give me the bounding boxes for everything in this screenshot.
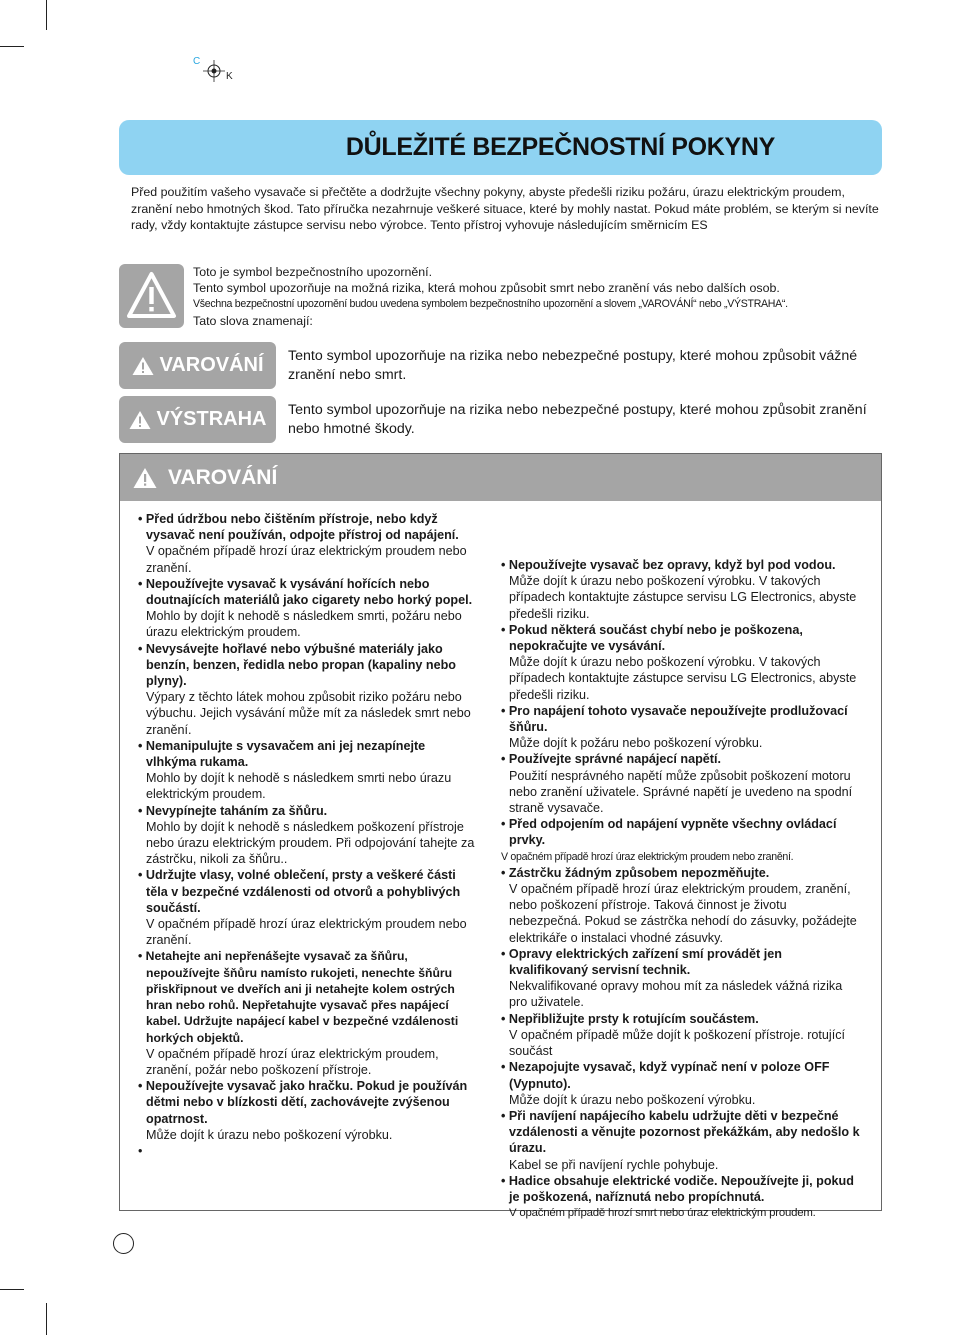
list-item — [138, 1078, 478, 1143]
crop-mark-top-left-vertical — [46, 0, 47, 30]
list-item — [138, 738, 478, 803]
list-item — [138, 1143, 478, 1159]
list-item — [501, 703, 861, 752]
item-heading: • Při navíjení napájecího kabelu udržujte děti v bezpečné vzdálenosti a věnujte pozornost překážkám, aby nedošlo k úrazu. — [501, 1108, 860, 1156]
item-heading: • Opravy elektrických zařízení smí provádět jen kvalifikovaný servisní technik. — [501, 946, 782, 978]
item-heading: • Nepoužívejte vysavač k vysávání hořících nebo doutnajících materiálů jako cigarety nebo horký popel. — [138, 576, 473, 608]
item-body: Kabel se při navíjení rychle pohybuje. — [509, 1157, 719, 1172]
item-heading: • Nepřibližujte prsty k rotujícím součástem. — [501, 1011, 759, 1026]
list-item — [501, 1108, 861, 1173]
list-item — [138, 511, 478, 576]
item-body: Výpary z těchto látek mohou způsobit riziko požáru nebo výbuchu. Jejich vysávání může mít za následek smrt nebo zranění. — [146, 690, 471, 737]
registration-letter-c: C — [193, 56, 201, 67]
intro-paragraph: Před použitím vašeho vysavače si přečtěte a dodržujte všechny pokyny, abyste předešli riziku požáru, úrazu elektrickým proudem, zranění nebo hmotných škod. Tato příručka nezahrnuje veškeré situace, které by mohly nastat. Pokud máte problém, se kterým si nevíte rady, vždy kontaktujte zástupce servisu nebo výrobce. Tento přístroj vyhovuje následujícím směrnicím ES — [131, 185, 879, 232]
warning-triangle-icon — [131, 355, 155, 377]
list-item — [501, 622, 861, 703]
crop-mark-top-left-horizontal — [0, 46, 24, 47]
item-heading: • Používejte správné napájecí napětí. — [501, 752, 721, 767]
page-number-circle — [113, 1233, 134, 1254]
item-heading: • Nezapojujte vysavač, když vypínač není v poloze OFF (Vypnuto). — [501, 1060, 830, 1091]
warning-column-right — [501, 557, 861, 1221]
warning-panel-header — [120, 454, 881, 501]
symbol-line-1: Toto je symbol bezpečnostního upozornění. — [193, 265, 433, 279]
item-body: Mohlo by dojít k nehodě s následkem poškození přístroje nebo úrazu elektrickým proudem. Při odpojování tahejte za zástrčku, nikoli za šňůru.. — [146, 819, 475, 867]
item-body: Může dojít k požáru nebo poškození výrobku. — [509, 736, 763, 751]
item-heading: • Před odpojením od napájení vypněte všechny ovládací prvky. — [501, 817, 837, 848]
item-heading: • Nepoužívejte vysavač bez opravy, když byl pod vodou. — [501, 558, 836, 572]
vystraha-description: Tento symbol upozorňuje na rizika nebo nebezpečné postupy, které mohou způsobit zranění nebo hmotné škody. — [288, 402, 867, 437]
warning-triangle-icon — [132, 466, 158, 490]
item-heading: • Udržujte vlasy, volné oblečení, prsty a veškeré části těla v bezpečné vzdálenosti od otvorů a pohyblivých součástí. — [138, 868, 461, 915]
safety-alert-symbol — [119, 264, 184, 328]
varovani-badge-label: VAROVÁNÍ — [159, 354, 264, 376]
list-item — [501, 557, 861, 622]
item-body: V opačném případě hrozí úraz elektrickým proudem nebo zranění. — [146, 917, 467, 948]
symbol-line-3: Všechna bezpečnostní upozornění budou uvedena symbolem bezpečnostního upozornění a slovem „VAROVÁNÍ“ nebo „VÝSTRAHA“. — [193, 298, 788, 311]
item-heading: • Hadice obsahuje elektrické vodiče. Nepoužívejte ji, pokud je poškozená, naříznutá nebo propíchnutá. — [501, 1173, 854, 1204]
item-body: V opačném případě může dojít k poškození přístroje. rotující součást — [509, 1027, 846, 1059]
title-banner — [119, 120, 882, 175]
item-heading: • Nepoužívejte vysavač jako hračku. Pokud je používán dětmi nebo v blízkosti dětí, zachovávejte zvýšenou opatrnost. — [138, 1079, 468, 1126]
item-body: Může dojít k úrazu nebo poškození výrobku. V takových případech kontaktujte zástupce servisu LG Electronics, abyste předešli riziku. — [509, 574, 857, 621]
item-body: V opačném případě hrozí úraz elektrickým proudem, zranění, nebo poškození přístroje. Taková činnost je životu nebezpečná. Pokud se zástrčka nehodí do zásuvky, požádejte elektrikáře o instalaci vhodné zásuvky. — [509, 882, 857, 945]
safety-symbol-description — [193, 264, 893, 329]
list-item — [501, 865, 861, 946]
item-body: Mohlo by dojít k nehodě s následkem smrti, požáru nebo úrazu elektrickým proudem. — [146, 609, 462, 640]
list-item — [501, 1173, 861, 1222]
item-heading: • Pro napájení tohoto vysavače nepoužívejte prodlužovací šňůru. — [501, 703, 848, 735]
item-heading: • Před údržbou nebo čištěním přístroje, nebo když vysavač není používán, odpojte přístroj od napájení. — [138, 512, 459, 543]
symbol-line-4: Tato slova znamenají: — [193, 313, 313, 328]
item-heading: • Netahejte ani nepřenášejte vysavač za šňůru, nepoužívejte šňůru namísto rukojeti, nenechte šňůru přiskřipnout ve dveřích ani ji netahejte kolem ostrých hran nebo rohů. Nepřetahujte vysavač přes napájecí kabel. Udržujte napájecí kabel v bezpečné vzdálenosti horkých objektů. — [138, 949, 459, 1045]
varovani-badge — [119, 342, 276, 389]
item-heading: • Nevysávejte hořlavé nebo výbušné materiály jako benzín, benzen, ředidla nebo propan (kapaliny nebo plyny). — [138, 641, 456, 689]
registration-crosshair-icon — [203, 60, 225, 82]
vystraha-badge — [119, 396, 276, 443]
crop-mark-bottom-left-vertical — [46, 1303, 47, 1335]
item-heading: • Nemanipulujte s vysavačem ani jej nezapínejte vlhkýma rukama. — [138, 738, 426, 770]
list-item — [138, 867, 478, 948]
item-body: Nekvalifikované opravy mohou mít za následek vážná rizika pro uživatele. — [509, 979, 843, 1010]
crop-mark-bottom-left-horizontal — [0, 1289, 24, 1290]
item-body: Mohlo by dojít k nehodě s následkem smrti nebo úrazu elektrickým proudem. — [146, 771, 452, 802]
varovani-description: Tento symbol upozorňuje na rizika nebo nebezpečné postupy, které mohou způsobit vážné zranění nebo smrt. — [288, 348, 858, 383]
item-heading: • Pokud některá součást chybí nebo je poškozena, nepokračujte ve vysávání. — [501, 622, 803, 654]
item-body: V opačném případě hrozí úraz elektrickým proudem nebo zranění. — [146, 544, 467, 575]
list-item — [501, 946, 861, 1011]
warning-column-left — [138, 511, 478, 1159]
item-heading: • Nevypínejte taháním za šňůru. — [138, 803, 328, 818]
vystraha-badge-label: VÝSTRAHA — [156, 408, 267, 430]
registration-letter-k: K — [226, 71, 233, 82]
item-body: V opačném případě hrozí úraz elektrickým proudem nebo zranění. — [501, 850, 794, 863]
list-item — [501, 1011, 861, 1060]
list-item — [138, 641, 478, 738]
item-body: Použití nesprávného napětí může způsobit poškození motoru nebo zranění uživatele. Správné napětí je uvedeno na spodní straně vysavače. — [509, 768, 853, 816]
page-title: DŮLEŽITÉ BEZPEČNOSTNÍ POKYNY — [345, 133, 776, 161]
list-item — [501, 1059, 861, 1108]
warning-triangle-icon — [119, 264, 184, 328]
item-body: Může dojít k úrazu nebo poškození výrobku. V takových případech kontaktujte zástupce servisu LG Electronics, abyste předešli riziku. — [509, 655, 857, 702]
warning-triangle-icon — [128, 409, 152, 431]
item-body: V opačném případě hrozí úraz elektrickým proudem, zranění, požár nebo poškození přístroje. — [146, 1046, 439, 1077]
list-item — [138, 576, 478, 641]
list-item — [138, 803, 478, 868]
warning-panel-title: VAROVÁNÍ — [168, 465, 278, 489]
item-heading: • Zástrčku žádným způsobem nepozměňujte. — [501, 865, 770, 880]
item-body: Může dojít k úrazu nebo poškození výrobku. — [509, 1092, 756, 1107]
list-item — [501, 816, 861, 865]
item-body: V opačném případě hrozí smrt nebo úraz elektrickým proudem. — [509, 1207, 816, 1220]
list-item — [138, 948, 478, 1078]
symbol-line-2: Tento symbol upozorňuje na možná rizika, která mohou způsobit smrt nebo zranění vás nebo dalších osob. — [193, 281, 780, 296]
list-item — [501, 751, 861, 816]
item-heading: • — [138, 1143, 143, 1158]
item-body: Může dojít k úrazu nebo poškození výrobku. — [146, 1127, 393, 1142]
